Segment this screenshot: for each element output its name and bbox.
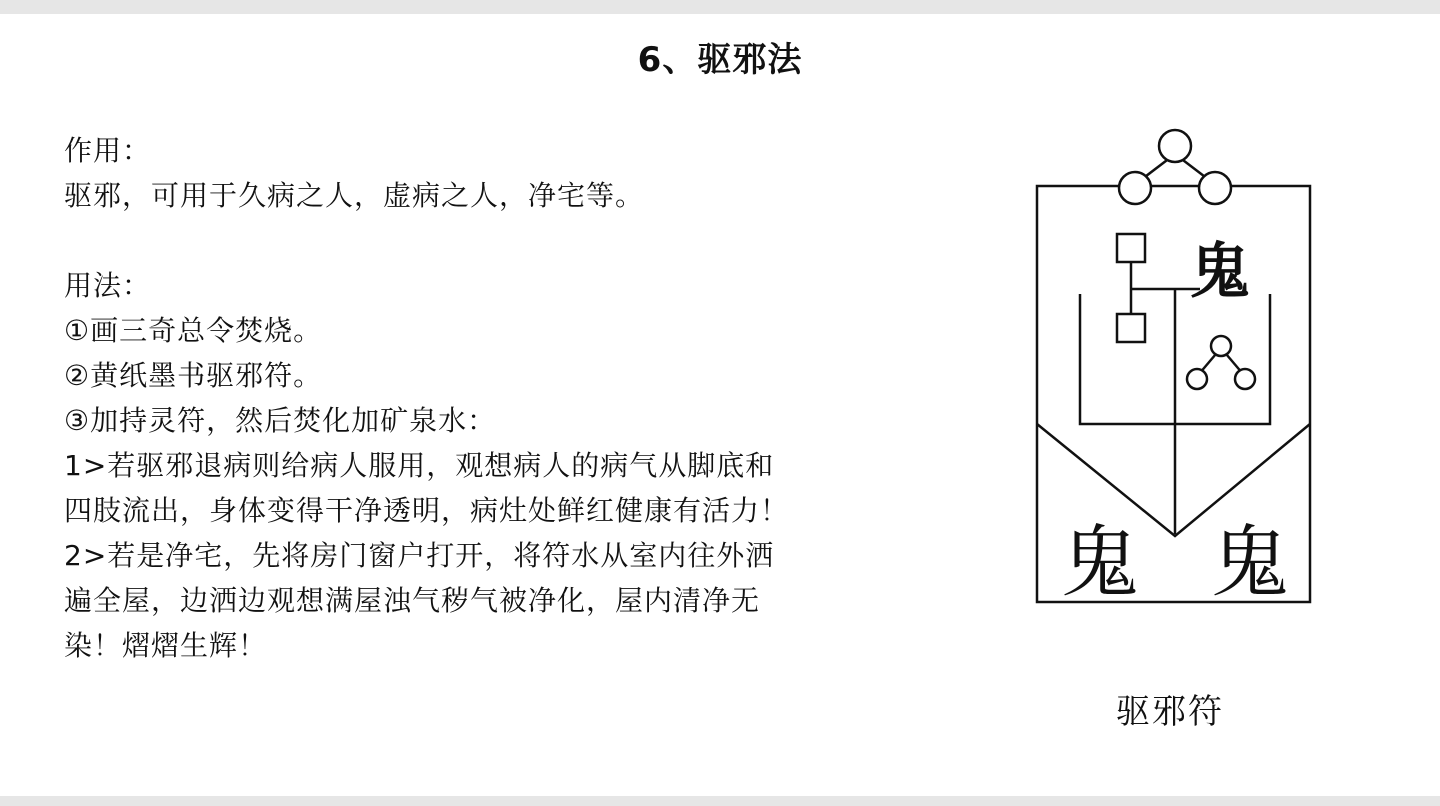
effect-text: 驱邪，可用于久病之人，虚病之人，净宅等。 [64, 179, 645, 212]
talisman-char-bottom-right: 鬼 [1210, 518, 1290, 608]
talisman-small-top-circle [1211, 336, 1231, 356]
talisman-diagram [1025, 124, 1325, 624]
usage-paragraph-line-3: 2>若是净宅，先将房门窗户打开，将符水从室内往外洒 [64, 539, 775, 572]
body-text [64, 128, 964, 668]
talisman-upper-square [1117, 234, 1145, 262]
usage-step-3: ③加持灵符，然后焚化加矿泉水： [64, 404, 497, 437]
talisman-right-circle [1199, 172, 1231, 204]
talisman-lower-square [1117, 314, 1145, 342]
talisman-small-right-circle [1235, 369, 1255, 389]
talisman-top-circle [1159, 130, 1191, 162]
usage-step-1: ①画三奇总令焚烧。 [64, 314, 323, 347]
document-page [0, 14, 1440, 796]
usage-step-2: ②黄纸墨书驱邪符。 [64, 359, 323, 392]
usage-paragraph-line-1: 1>若驱邪退病则给病人服用，观想病人的病气从脚底和 [64, 449, 775, 482]
effect-heading: 作用： [64, 134, 152, 167]
usage-paragraph-line-5: 染！熠熠生辉！ [64, 629, 268, 662]
talisman-caption: 驱邪符 [1116, 692, 1224, 732]
usage-paragraph-line-2: 四肢流出，身体变得干净透明，病灶处鲜红健康有活力！ [64, 494, 790, 527]
section-gap [64, 218, 964, 263]
talisman-char-bottom-left: 鬼 [1060, 518, 1140, 608]
talisman-small-left-circle [1187, 369, 1207, 389]
usage-paragraph-line-4: 遍全屋，边洒边观想满屋浊气秽气被净化，屋内清净无 [64, 584, 761, 617]
page-title: 6、驱邪法 [637, 40, 803, 80]
usage-heading: 用法： [64, 269, 152, 302]
talisman-char-top-right: 鬼 [1190, 237, 1250, 307]
talisman-left-circle [1119, 172, 1151, 204]
